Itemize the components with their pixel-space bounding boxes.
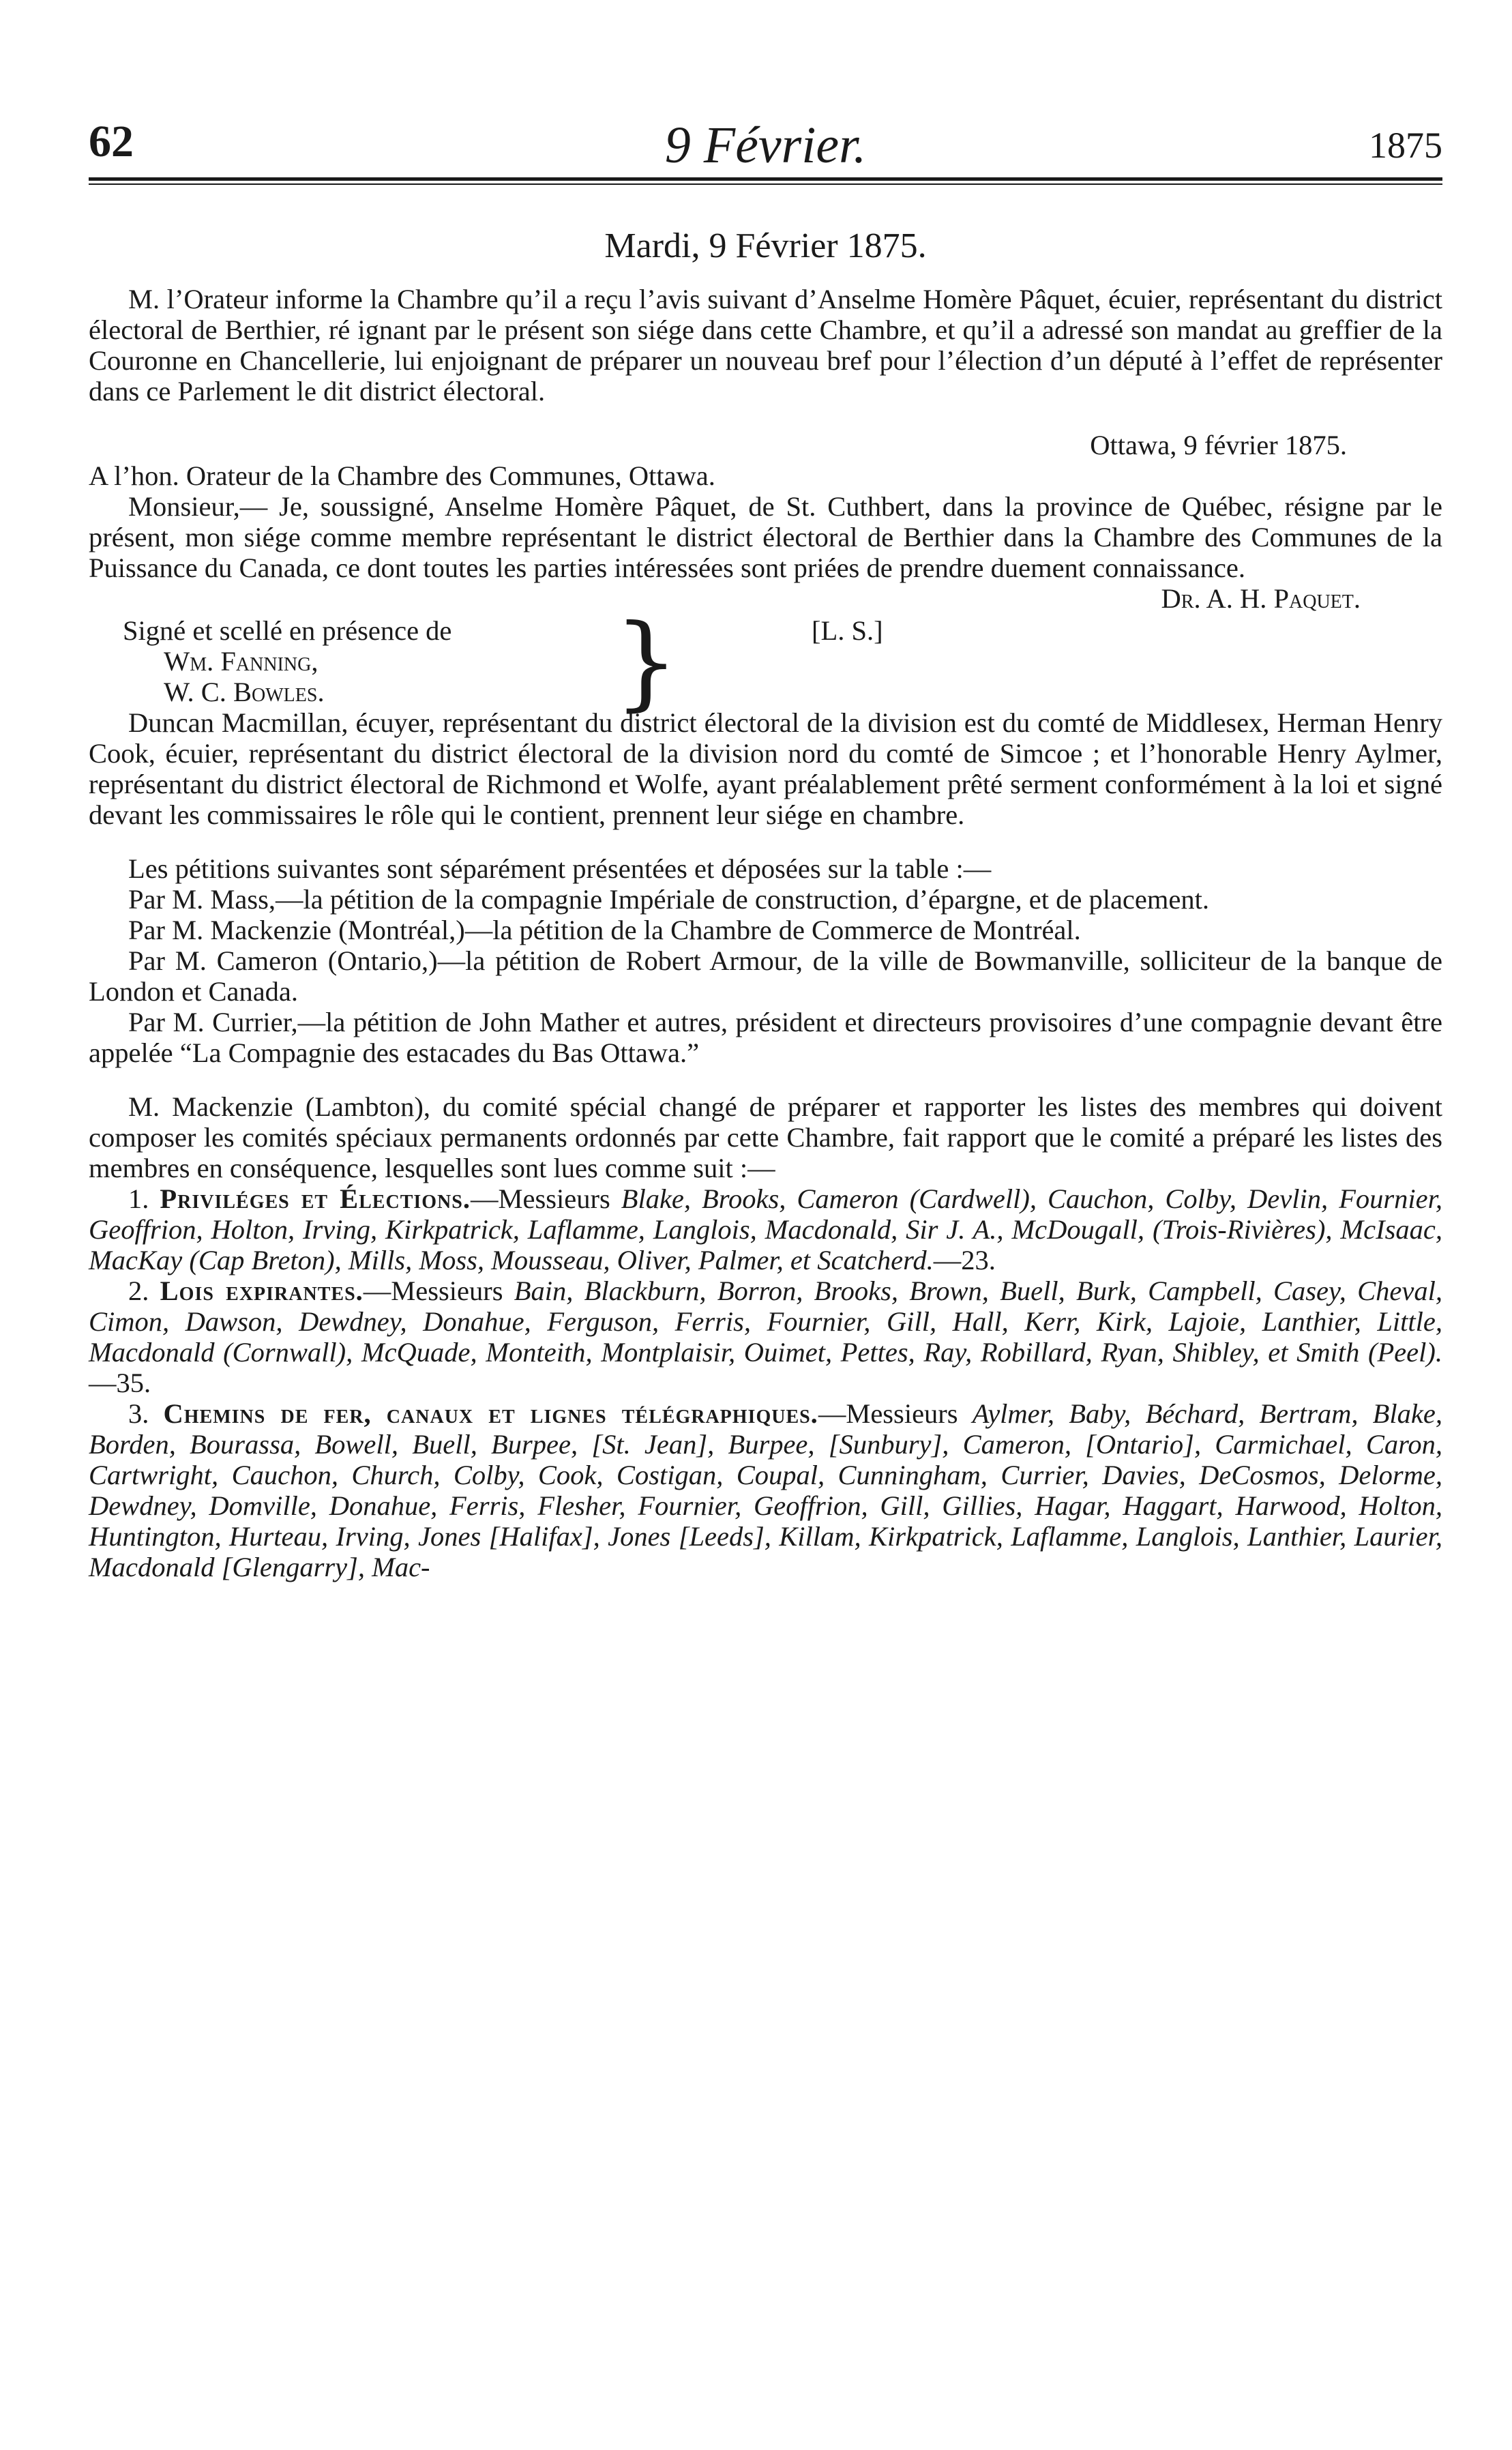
committee-entry xyxy=(89,1275,1442,1398)
letter-body: Monsieur,— Je, soussigné, Anselme Homère Pâquet, de St. Cuthbert, dans la province de Québec, résigne par le présent, mon siége comme membre représentant le district électoral de Berthier dans la Chambre des Communes de la Puissance du Canada, ce dont toutes les parties intéressées sont priées de prendre duement connaissance. xyxy=(89,491,1442,583)
seal-mark: [L. S.] xyxy=(812,615,883,646)
header-year: 1875 xyxy=(1369,125,1442,166)
petitions-intro: Les pétitions suivantes sont séparément présentées et déposées sur la table :— xyxy=(128,853,992,884)
witness-1: Wm. Fanning, xyxy=(164,646,318,677)
committee-name: Chemins de fer, canaux et lignes télégraphiques. xyxy=(163,1398,818,1429)
committee-members: Blake, Brooks, Cameron (Cardwell), Cauchon, Colby, Devlin, Fournier, Geoffrion, Holton, Irving, Kirkpatrick, Laflamme, Langlois, Macdonald, Sir J. A., McDougall, (Trois-Rivières), McIsaac, MacKay (Cap Breton), Mills, Moss, Mousseau, Oliver, Palmer, et Scatcherd. xyxy=(89,1183,1443,1275)
witness-intro: Signé et scellé en présence de xyxy=(123,615,452,646)
committee-name: Lois expirantes. xyxy=(160,1275,364,1306)
brace-glyph: } xyxy=(614,603,679,722)
petition-item: Par M. Mass,—la pétition de la compagnie Impériale de construction, d’épargne, et de placement. xyxy=(128,884,1209,915)
header-date: 9 Février. xyxy=(664,117,867,174)
witness-lines xyxy=(123,615,451,707)
letter-address: A l’hon. Orateur de la Chambre des Communes, Ottawa. xyxy=(89,460,715,491)
committee-total: —23. xyxy=(933,1245,996,1275)
header-rule xyxy=(89,177,1442,185)
letter-dateline: Ottawa, 9 février 1875. xyxy=(1090,430,1347,460)
page-body xyxy=(89,284,1442,1582)
committee-entry xyxy=(89,1183,1442,1275)
committee-intro: —Messieurs xyxy=(363,1275,514,1306)
committee-number: 1. xyxy=(128,1183,149,1214)
committee-number: 3. xyxy=(128,1398,149,1429)
witness-2: W. C. Bowles. xyxy=(164,677,325,707)
witness-block xyxy=(89,603,1442,722)
committee-report-paragraph: M. Mackenzie (Lambton), du comité spécial changé de préparer et rapporter les listes des membres qui doivent composer les comités spéciaux permanents ordonnés par cette Chambre, fait rapport que le comité a préparé les listes des membres en conséquence, lesquelles sont lues comme suit :— xyxy=(89,1091,1442,1183)
committee-entry xyxy=(89,1398,1442,1582)
committee-members: Bain, Blackburn, Borron, Brooks, Brown, Buell, Burk, Campbell, Casey, Cheval, Cimon, Dawson, Dewdney, Donahue, Ferguson, Ferris, Fournier, Gill, Hall, Kerr, Kirk, Lajoie, Lanthier, Little, Macdonald (Cornwall), McQuade, Monteith, Montplaisir, Ouimet, Pettes, Ray, Robillard, Ryan, Shibley, et Smith (Peel). xyxy=(89,1275,1442,1368)
committee-name: Priviléges et Élections. xyxy=(160,1183,471,1214)
committee-total: —35. xyxy=(89,1368,151,1398)
committee-number: 2. xyxy=(128,1275,149,1306)
running-head xyxy=(89,102,1442,177)
oath-paragraph: Duncan Macmillan, écuyer, représentant du district électoral de la division est du comté de Middlesex, Herman Henry Cook, écuier, représentant du district électoral de la division nord du comté de Simcoe ; et l’honorable Henry Aylmer, représentant du district électoral de Richmond et Wolfe, ayant préalablement prêté serment conformément à la loi et signé devant les commissaires le rôle qui le contient, prennent leur siége en chambre. xyxy=(89,707,1442,830)
page-number: 62 xyxy=(89,117,134,166)
letter-signature: Dr. A. H. Paquet. xyxy=(1161,583,1361,614)
committee-intro: —Messieurs xyxy=(818,1398,973,1429)
sitting-date-heading: Mardi, 9 Février 1875. xyxy=(604,226,927,265)
resignation-notice-paragraph: M. l’Orateur informe la Chambre qu’il a reçu l’avis suivant d’Anselme Homère Pâquet, écuier, représentant du district électoral de Berthier, ré ignant par le présent son siége dans cette Chambre, et qu’il a adressé son mandat au greffier de la Couronne en Chancellerie, lui enjoignant de préparer un nouveau bref pour l’élection d’un député à l’effet de représenter dans ce Parlement le dit district électoral. xyxy=(89,284,1442,407)
petition-item: Par M. Currier,—la pétition de John Mather et autres, président et directeurs provisoires d’une compagnie devant être appelée “La Compagnie des estacades du Bas Ottawa.” xyxy=(89,1007,1442,1068)
page xyxy=(89,102,1442,1582)
committee-intro: —Messieurs xyxy=(470,1183,621,1214)
petition-item: Par M. Mackenzie (Montréal,)—la pétition de la Chambre de Commerce de Montréal. xyxy=(128,915,1081,945)
committee-members: Aylmer, Baby, Béchard, Bertram, Blake, Borden, Bourassa, Bowell, Buell, Burpee, [St. Jean], Burpee, [Sunbury], Cameron, [Ontario], Carmichael, Caron, Cartwright, Cauchon, Church, Colby, Cook, Costigan, Coupal, Cunningham, Currier, Davies, DeCosmos, Delorme, Dewdney, Domville, Donahue, Ferris, Flesher, Fournier, Geoffrion, Gill, Gillies, Hagar, Haggart, Harwood, Holton, Huntington, Hurteau, Irving, Jones [Halifax], Jones [Leeds], Killam, Kirkpatrick, Laflamme, Langlois, Lanthier, Laurier, Macdonald [Glengarry], Mac- xyxy=(89,1398,1442,1582)
petition-item: Par M. Cameron (Ontario,)—la pétition de Robert Armour, de la ville de Bowmanville, solliciteur de la banque de London et Canada. xyxy=(89,945,1442,1007)
